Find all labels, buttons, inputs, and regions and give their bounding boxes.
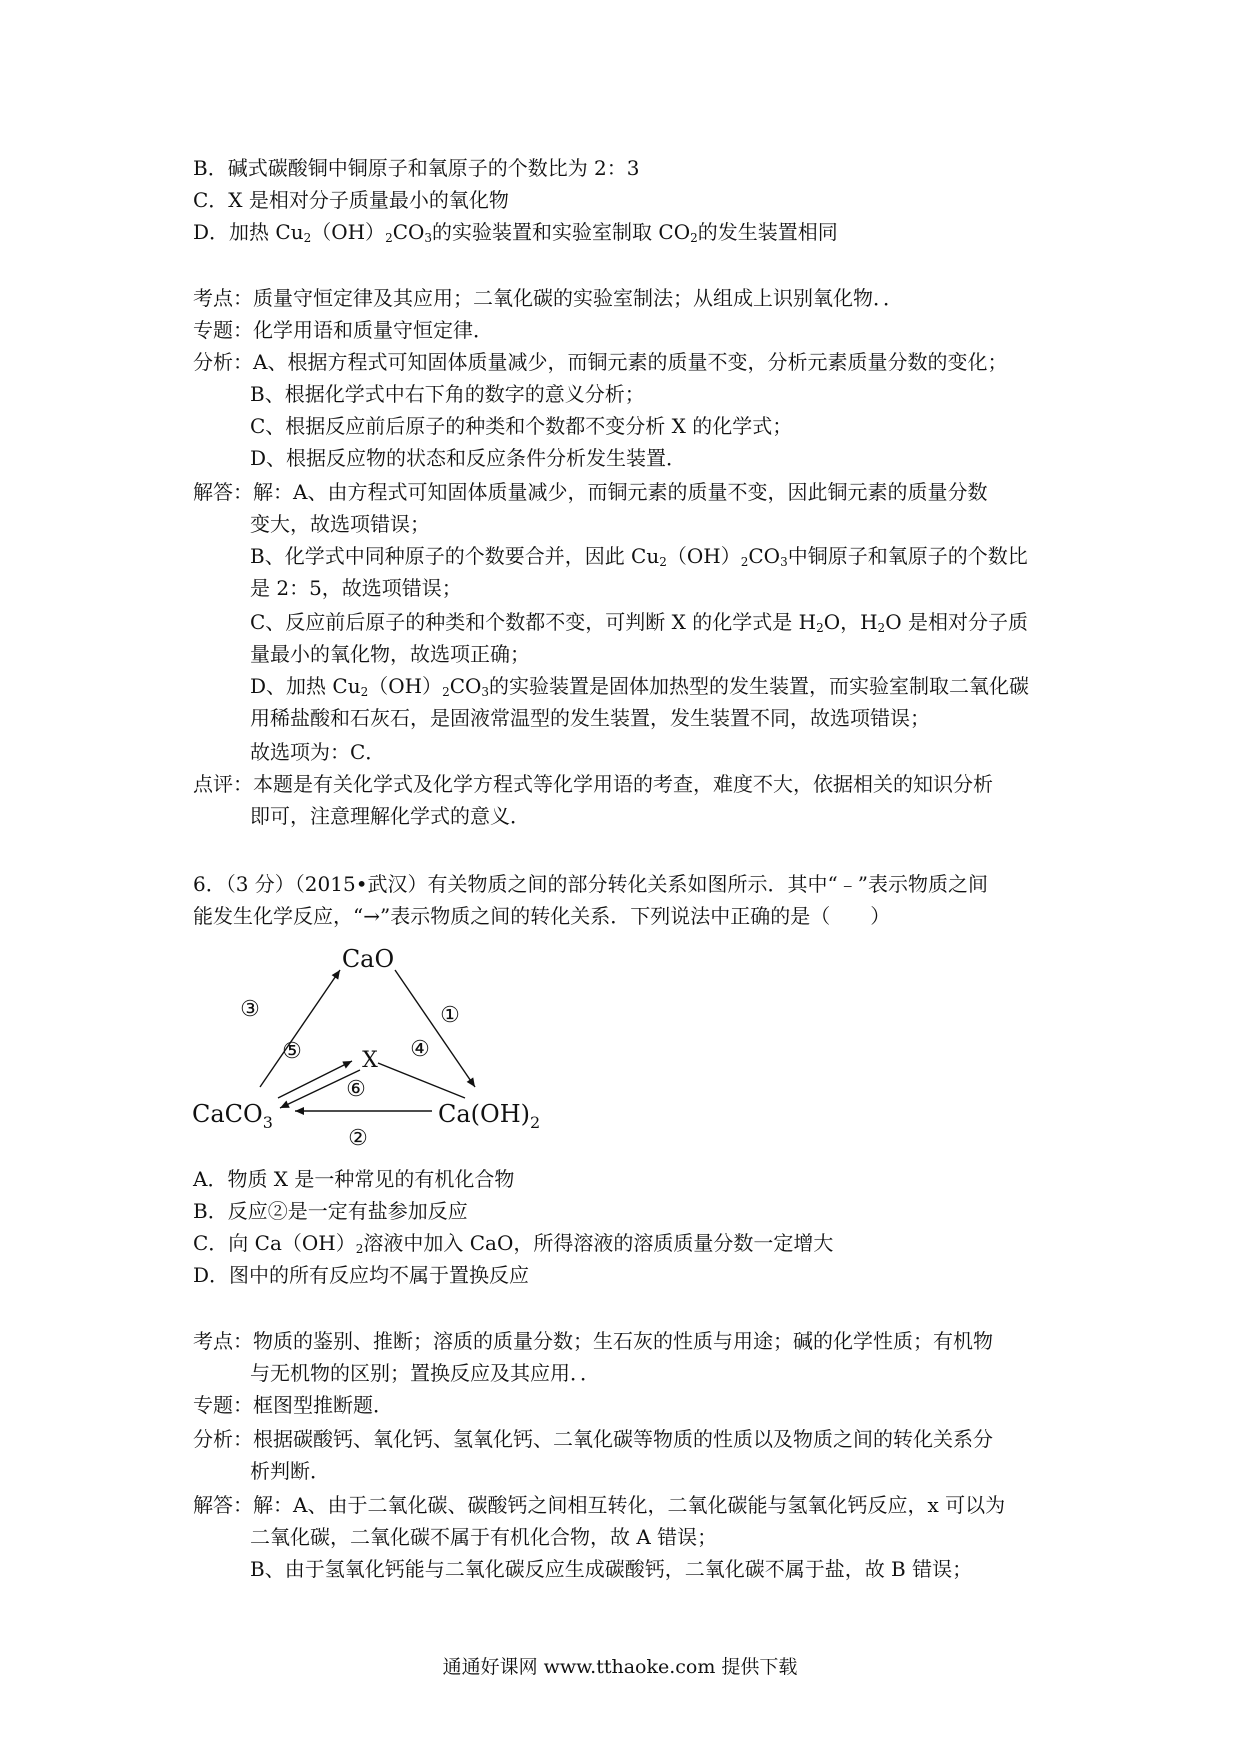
- arrow-1: [395, 970, 475, 1087]
- label-2: ②: [348, 1126, 368, 1151]
- q5-fenxi-b: B、根据化学式中右下角的数字的意义分析；: [250, 382, 645, 406]
- q6-zhuanti: 专题：框图型推断题．: [193, 1393, 393, 1417]
- label-3: ③: [240, 997, 260, 1022]
- node-caco3: CaCO$_3$: [192, 1100, 273, 1132]
- arrow-3: [260, 970, 340, 1087]
- label-5: ⑤: [282, 1039, 302, 1064]
- q6-stem-line2: 能发生化学反应，“→”表示物质之间的转化关系．下列说法中正确的是（ ）: [193, 904, 891, 928]
- q5-jieda: 解答：解：A、由方程式可知固体质量减少，而铜元素的质量不变，因此铜元素的质量分数: [193, 480, 988, 504]
- conversion-diagram: [180, 940, 600, 1160]
- q5-fenxi-d: D、根据反应物的状态和反应条件分析发生装置．: [250, 446, 687, 470]
- q6-option-a: A．物质 X 是一种常见的有机化合物: [193, 1167, 515, 1191]
- q5-jieda-line2: 变大，故选项错误；: [250, 512, 430, 536]
- label-1: ①: [440, 1003, 460, 1028]
- q6-option-d: D．图中的所有反应均不属于置换反应: [193, 1263, 530, 1287]
- q5-fenxi: 分析：A、根据方程式可知固体质量减少，而铜元素的质量不变，分析元素质量分数的变化；: [193, 350, 1008, 374]
- q5-dianping: 点评：本题是有关化学式及化学方程式等化学用语的考查，难度不大，依据相关的知识分析: [193, 772, 993, 796]
- q6-option-b: B．反应②是一定有盐参加反应: [193, 1199, 468, 1223]
- q6-fenxi: 分析：根据碳酸钙、氧化钙、氢氧化钙、二氧化碳等物质的性质以及物质之间的转化关系分: [193, 1427, 993, 1451]
- q6-fenxi-line2: 析判断．: [250, 1459, 330, 1483]
- q5-option-c: C．X 是相对分子质量最小的氧化物: [193, 188, 509, 212]
- q5-jieda-answer: 故选项为：C．: [250, 740, 386, 764]
- label-4: ④: [410, 1037, 430, 1062]
- q6-kaodian-line2: 与无机物的区别；置换反应及其应用．．: [250, 1361, 600, 1385]
- q5-jieda-line5: C、反应前后原子的种类和个数都不变，可判断 X 的化学式是 $H_2O$，$H_2O$ 是相对分子质: [250, 610, 1028, 635]
- node-cao: CaO: [341, 945, 395, 973]
- q5-option-d: D．加热 $Cu_2(OH)_2CO_3$的实验装置和实验室制取 $CO_2$的发生装置相同: [193, 220, 838, 245]
- q5-option-b: B．碱式碳酸铜中铜原子和氧原子的个数比为 2：3: [193, 156, 640, 180]
- q5-fenxi-c: C、根据反应前后原子的种类和个数都不变分析 X 的化学式；: [250, 414, 793, 438]
- q5-dianping-line2: 即可，注意理解化学式的意义．: [250, 804, 530, 828]
- page-footer: 通通好课网 www.tthaoke.com 提供下载: [442, 1656, 798, 1678]
- q5-jieda-line7: D、加热 $Cu_2(OH)_2CO_3$的实验装置是固体加热型的发生装置，而实验室制取二氧化碳: [250, 674, 1030, 699]
- q6-jieda: 解答：解：A、由于二氧化碳、碳酸钙之间相互转化，二氧化碳能与氢氧化钙反应，x 可以为: [193, 1493, 1006, 1517]
- q6-jieda-line2: 二氧化碳，二氧化碳不属于有机化合物，故 A 错误；: [250, 1525, 718, 1549]
- label-6: ⑥: [346, 1077, 366, 1102]
- q5-jieda-line6: 量最小的氧化物，故选项正确；: [250, 642, 530, 666]
- q5-jieda-line8: 用稀盐酸和石灰石，是固液常温型的发生装置，发生装置不同，故选项错误；: [250, 706, 930, 730]
- q5-jieda-line3: B、化学式中同种原子的个数要合并，因此 $Cu_2(OH)_2CO_3$中铜原子和氧原子的个数比: [250, 544, 1028, 569]
- node-caoh2: $Ca(OH)_2$: [438, 1100, 541, 1132]
- q6-stem: 6．（3 分）（2015•武汉）有关物质之间的部分转化关系如图所示．其中“﹣”表示物质之间: [193, 872, 988, 896]
- q6-option-c: C．向 $Ca(OH)_2$溶液中加入 CaO，所得溶液的溶质质量分数一定增大: [193, 1231, 834, 1256]
- q5-jieda-line4: 是 2：5，故选项错误；: [250, 576, 462, 600]
- node-x: X: [362, 1048, 378, 1073]
- q6-kaodian: 考点：物质的鉴别、推断；溶质的质量分数；生石灰的性质与用途；碱的化学性质；有机物: [193, 1329, 993, 1353]
- q5-kaodian: 考点：质量守恒定律及其应用；二氧化碳的实验室制法；从组成上识别氧化物．．: [193, 286, 903, 310]
- q6-jieda-line3: B、由于氢氧化钙能与二氧化碳反应生成碳酸钙，二氧化碳不属于盐，故 B 错误；: [250, 1557, 973, 1581]
- link-4: [378, 1063, 465, 1098]
- q5-zhuanti: 专题：化学用语和质量守恒定律．: [193, 318, 493, 342]
